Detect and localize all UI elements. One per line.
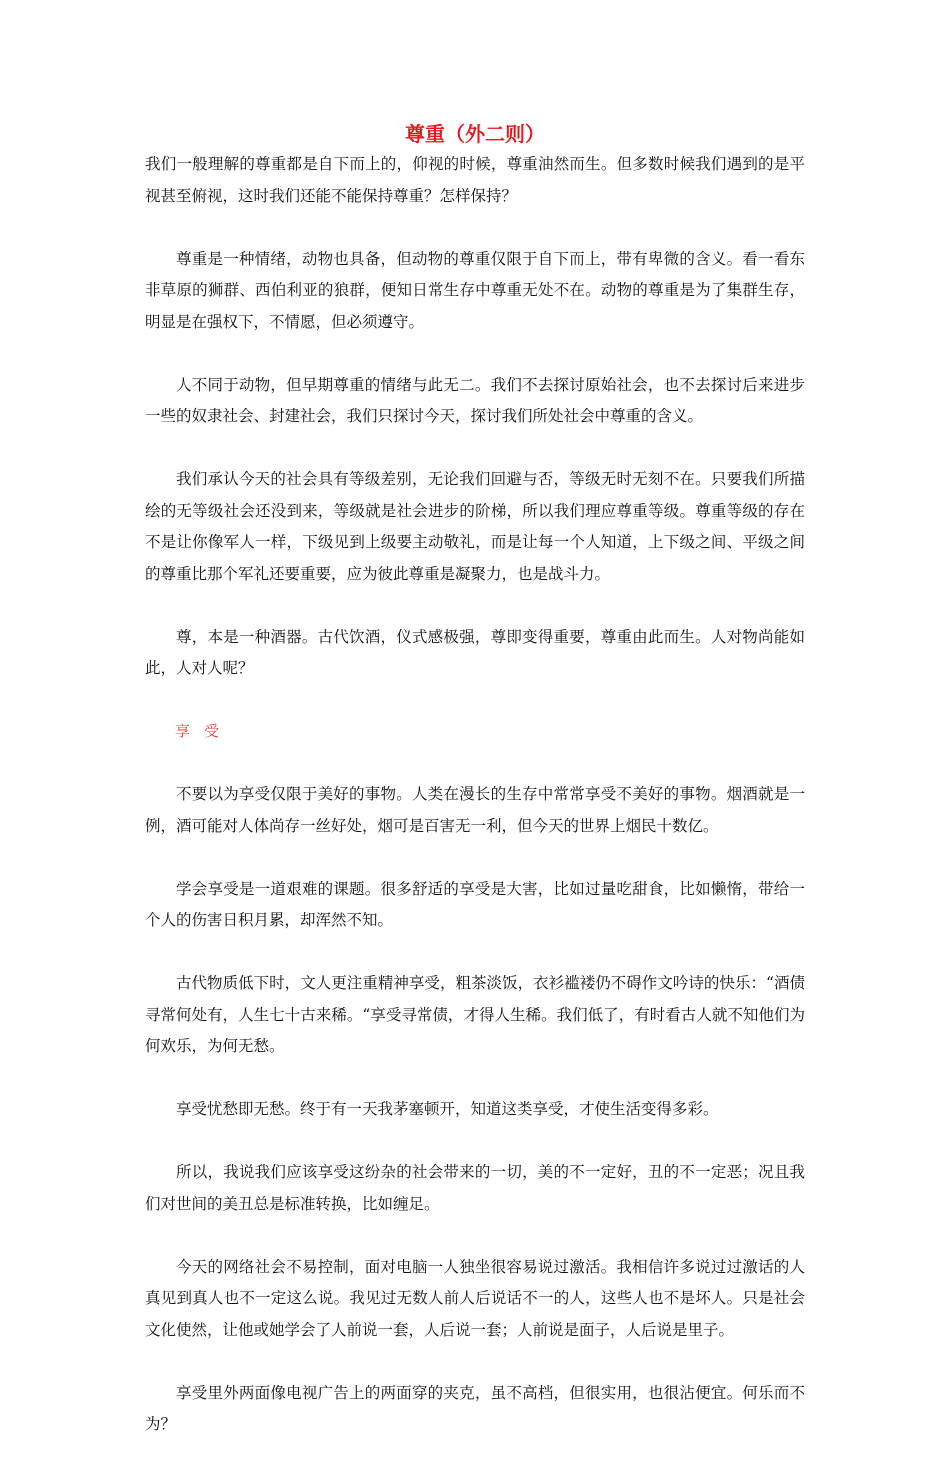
paragraph: 不要以为享受仅限于美好的事物。人类在漫长的生存中常常享受不美好的事物。烟酒就是一例，酒可能对人体尚存一丝好处，烟可是百害无一利，但今天的世界上烟民十数亿。: [145, 785, 805, 835]
section-subheading: 享受: [175, 722, 234, 740]
document-title: 尊重（外二则）: [405, 122, 545, 146]
paragraph: 人不同于动物，但早期尊重的情绪与此无二。我们不去探讨原始社会，也不去探讨后来进步一些的奴隶社会、封建社会，我们只探讨今天，探讨我们所处社会中尊重的含义。: [145, 375, 805, 425]
paragraph: 学会享受是一道艰难的课题。很多舒适的享受是大害，比如过量吃甜食，比如懒惰，带给一个人的伤害日积月累，却浑然不知。: [145, 879, 805, 929]
paragraph: 我们承认今天的社会具有等级差别，无论我们回避与否，等级无时无刻不在。只要我们所描绘的无等级社会还没到来，等级就是社会进步的阶梯，所以我们理应尊重等级。尊重等级的存在不是让你像军人一样，下级见到上级要主动敬礼，而是让每一个人知道，上下级之间、平级之间的尊重比那个军礼还要重要，应为彼此尊重是凝聚力，也是战斗力。: [145, 470, 805, 583]
paragraph: 享受忧愁即无愁。终于有一天我茅塞顿开，知道这类享受，才使生活变得多彩。: [176, 1100, 719, 1118]
paragraph: 所以，我说我们应该享受这纷杂的社会带来的一切，美的不一定好，丑的不一定恶；况且我们对世间的美丑总是标准转换，比如缠足。: [145, 1163, 805, 1213]
paragraph: 古代物质低下时，文人更注重精神享受，粗茶淡饭，衣衫褴褛仍不碍作文吟诗的快乐：“酒债寻常何处有，人生七十古来稀。“享受寻常债，才得人生稀。我们低了，有时看古人就不知他们为何欢乐，为何无愁。: [145, 974, 805, 1055]
paragraph: 尊重是一种情绪，动物也具备，但动物的尊重仅限于自下而上，带有卑微的含义。看一看东非草原的狮群、西伯利亚的狼群，便知日常生存中尊重无处不在。动物的尊重是为了集群生存，明显是在强权下，不情愿，但必须遵守。: [145, 249, 805, 331]
paragraph: 今天的网络社会不易控制，面对电脑一人独坐很容易说过激活。我相信许多说过过激话的人真见到真人也不一定这么说。我见过无数人前人后说话不一的人，这些人也不是坏人。只是社会文化使然，让他或她学会了人前说一套，人后说一套；人前说是面子，人后说是里子。: [145, 1257, 805, 1339]
intro-paragraph: 我们一般理解的尊重都是自下而上的，仰视的时候，尊重油然而生。但多数时候我们遇到的是平视甚至俯视，这时我们还能不能保持尊重？怎样保持？: [145, 155, 805, 205]
document-body: [145, 149, 805, 1472]
paragraph: 享受里外两面像电视广告上的两面穿的夹克，虽不高档，但很实用，也很沾便宜。何乐而不为？: [145, 1383, 805, 1433]
paragraph: 尊，本是一种酒器。古代饮酒，仪式感极强，尊即变得重要，尊重由此而生。人对物尚能如此，人对人呢？: [145, 627, 805, 677]
